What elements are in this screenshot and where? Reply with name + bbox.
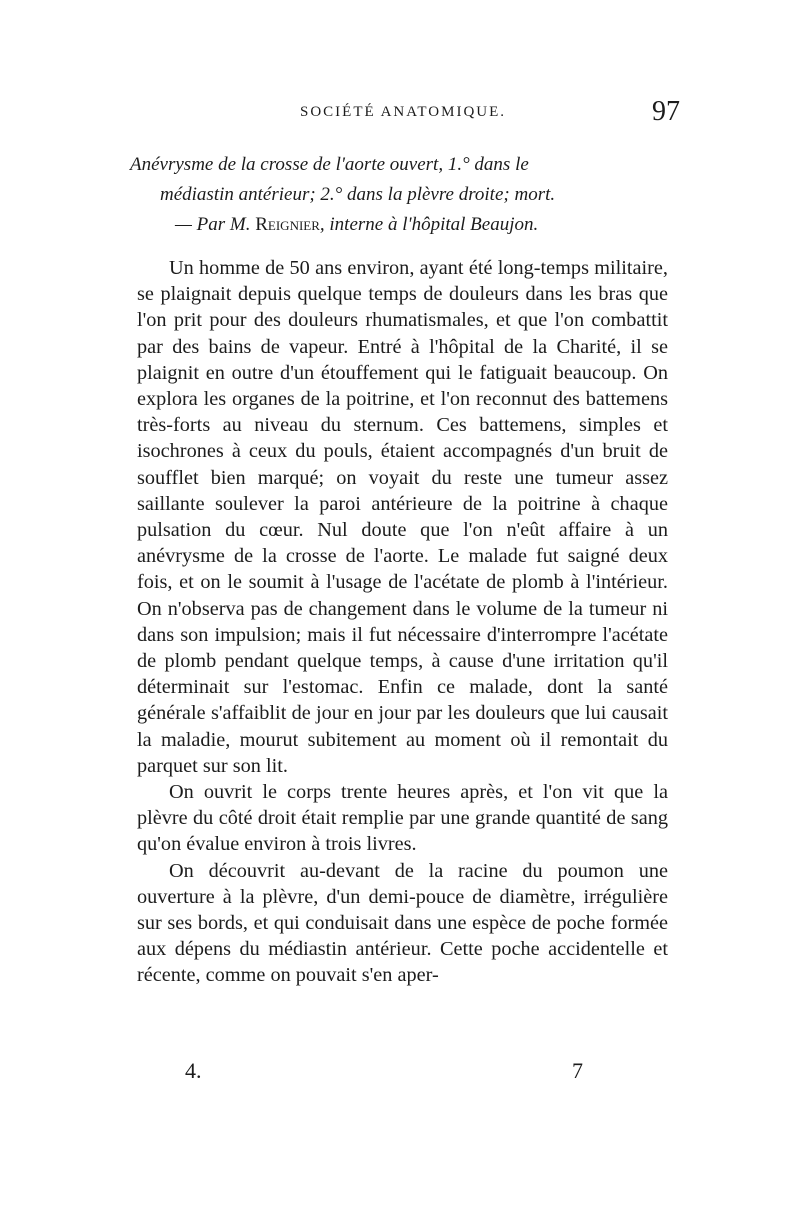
signature-marks <box>185 1058 605 1088</box>
article-body <box>137 255 668 989</box>
author-name: Reignier <box>255 214 320 235</box>
page-number: 97 <box>652 96 680 127</box>
article-title <box>130 150 675 240</box>
paragraph-3: On découvrit au-devant de la racine du poumon une ouverture à la plèvre, d'un demi-pouce de diamètre, irrégulière sur ses bords, et qui conduisait dans une espèce de poche formée aux dépens du médiastin antérieur. Cette poche accidentelle et récente, comme on pouvait s'en aper- <box>137 859 668 987</box>
author-affiliation: , interne à l'hôpital Beaujon. <box>319 214 539 235</box>
paragraph-1: Un homme de 50 ans environ, ayant été long-temps militaire, se plaignait depuis quelque temps de douleurs dans les bras que l'on prit pour des douleurs rhumatismales, et que l'on combattit par des bains de vapeur. Entré à l'hôpital de la Charité, il se plaignit en outre d'un étouffement qui le fatiguait beaucoup. On explora les organes de la poitrine, et l'on reconnut des battemens très-forts au niveau du sternum. Ces battemens, simples et isochrones à ceux du pouls, étaient accompagnés d'un bruit de soufflet bien marqué; on voyait du reste une tumeur assez saillante soulever la paroi antérieure de la poitrine à chaque pulsation du cœur. Nul doute que l'on n'eût affaire à un anévrysme de la crosse de l'aorte. Le malade fut saigné deux fois, et on le soumit à l'usage de l'acétate de plomb à l'intérieur. On n'observa pas de changement dans le volume de la tumeur ni dans son impulsion; mais il fut nécessaire d'interrompre l'acétate de plomb pendant quelque temps, à cause d'une irritation qu'il déterminait sur l'estomac. Enfin ce malade, dont la santé générale s'affaiblit de jour en jour par les douleurs que lui causait la maladie, mourut subitement au moment où il remontait du parquet sur son lit. <box>137 257 668 777</box>
running-head <box>140 96 680 132</box>
author-prefix: — Par M. <box>175 214 256 235</box>
article-title-line-2: médiastin antérieur; 2.° dans la plèvre droite; mort. <box>160 184 556 205</box>
running-title: SOCIÉTÉ ANATOMIQUE. <box>300 104 507 120</box>
paragraph-2: On ouvrit le corps trente heures après, et l'on vit que la plèvre du côté droit était remplie par une grande quantité de sang qu'on évalue environ à trois livres. <box>137 781 668 856</box>
article-title-line-3 <box>130 210 675 240</box>
signature-mark-left: 4. <box>185 1058 202 1083</box>
signature-mark-right: 7 <box>572 1058 583 1083</box>
article-title-line-1: Anévrysme de la crosse de l'aorte ouvert, 1.° dans le <box>130 154 529 175</box>
